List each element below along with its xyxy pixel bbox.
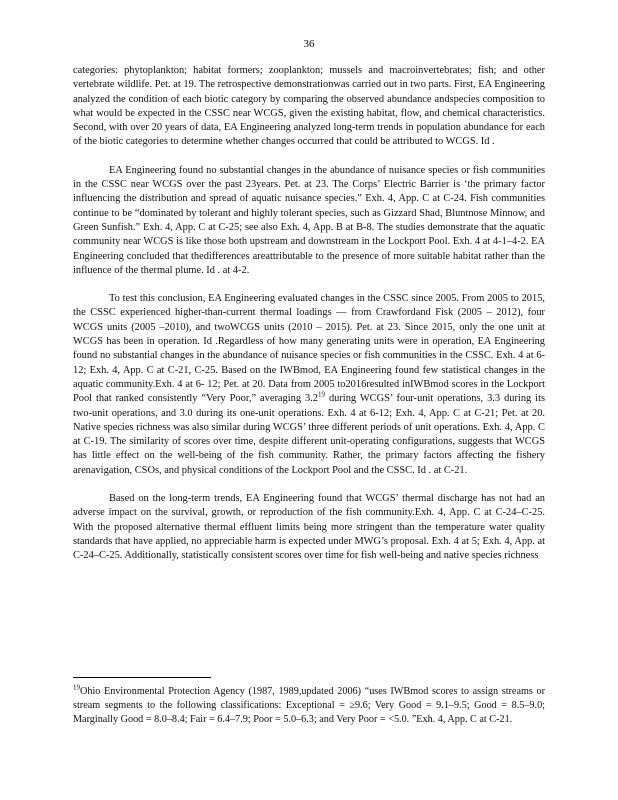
paragraph-4: Based on the long-term trends, EA Engineering found that WCGS’ thermal discharge has not had an adverse impact on the survival, growth, or reproduction of the fish community.Exh. 4, App. C at C-24–C-25. With the proposed alternative thermal effluent limits being more stringent than the temperature water quality standards that have applied, no appreciable harm is expected under MWG’s proposal. Exh. 4 at 5; Exh. 4, App. at C-24–C-25. Additionally, statistically consistent scores over time for fish well-being and native species richness (73, 493, 545, 562)
footnote-marker: 19 (73, 683, 80, 692)
footnote (73, 685, 545, 726)
document-body (73, 64, 545, 578)
footnote-divider (73, 677, 211, 678)
paragraph-3 (73, 292, 545, 478)
footnote-reference[interactable]: 19 (317, 390, 325, 399)
paragraph-2: EA Engineering found no substantial changes in the abundance of nuisance species or fish communities in the CSSC near WCGS over the past 23years. Pet. at 23. The Corps’ Electric Barrier is ‘the primary factor influencing the distribution and spread of aquatic nuisance species.” Exh. 4, App. C at C-24. Fish communities continue to be “dominated by tolerant and highly tolerant species, such as Gizzard Shad, Bluntnose Minnow, and Green Sunfish.” Exh. 4, App. C at C-25; see also Exh. 4, App. B at B-8. The studies demonstrate that the aquatic community near WCGS is like those both upstream and downstream in the Lockport Pool. Exh. 4 at 4-1–4-2. EA Engineering concluded that thedifferences areattributable to the presence of more suitable habitat rather than the influence of the thermal plume. Id . at 4-2. (73, 164, 545, 276)
footnote-text: Ohio Environmental Protection Agency (1987, 1989,updated 2006) “uses IWBmod scores to assign streams or stream segments to the following classifications: Exceptional = ≥9.6; Very Good = 9.1–9.5; Good = 8.5–9.0; Marginally Good = 8.0–8.4; Fair = 6.4–7.9; Poor = 5.0–6.3; and Very Poor = <5.0. ”Exh. 4, App. C at C-21. (73, 686, 545, 725)
paragraph-3-text: To test this conclusion, EA Engineering evaluated changes in the CSSC since 2005. From 2005 to 2015, the CSSC experienced higher-than-current thermal loadings — from Crawfordand Fisk (2005 – 2012), four WCGS units (2005 –2010), and twoWCGS units (2010 – 2015). Pet. at 23. Since 2015, only the one unit at WCGS has been in operation. Id .Regardless of how many generating units were in operation, EA Engineering found no substantial changes in the abundance of nuisance species or fish communities in the CSSC. Exh. 4 at 6-12; Exh. 4, App. C at C-21, C-25. Based on the IWBmod, EA Engineering found few statistical changes in the aquatic community.Exh. 4 at 6- 12; Pet. at 20. Data from 2005 to2016resulted inIWBmod scores in the Lockport Pool that ranked consistently “Very Poor,” averaging 3.2 (73, 293, 545, 405)
paragraph-3-continued: during WCGS’ four-unit operations, 3.3 during its two-unit operations, and 3.0 during its one-unit operations. Exh. 4 at 6-12; Exh. 4, App. C at C-21; Pet. at 20. Native species richness was also similar during WCGS’ three different periods of unit operations. Exh. 4, App. C at C-19. The similarity of scores over time, despite different unit-operating configurations, suggests that WCGS has little effect on the well-being of the fish community. Rather, the primary factors affecting the fishery arenavigation, CSOs, and physical conditions of the Lockport Pool and the CSSC. Id . at C-21. (73, 393, 545, 476)
paragraph-1: categories: phytoplankton; habitat formers; zooplankton; mussels and macroinvertebrates; fish; and other vertebrate wildlife. Pet. at 19. The retrospective demonstrationwas carried out in two parts. First, EA Engineering analyzed the condition of each biotic category by comparing the observed abundance andspecies composition to what would be expected in the CSSC near WCGS, given the existing habitat, flow, and chemical characteristics. Second, with over 20 years of data, EA Engineering analyzed long-term trends in population abundance for each of the biotic categories to determine whether changes occurred that could be attributed to WCGS. Id . (73, 65, 545, 148)
page-number: 36 (303, 38, 315, 50)
